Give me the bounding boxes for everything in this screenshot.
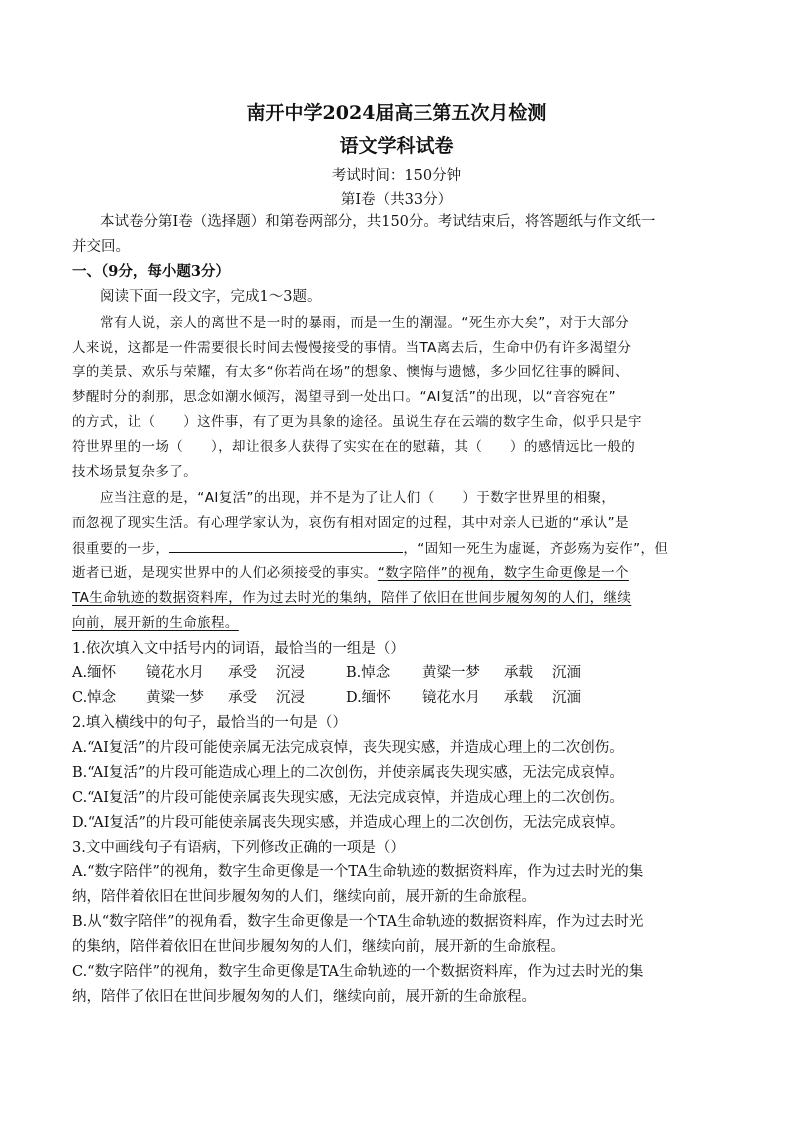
q1-option-b-word2: 黄粱一梦 (422, 665, 480, 681)
passage-p1-line-3: 享的美景、欢乐与荣耀，有太多“你若尚在场”的想象、懊悔与遗憾，多少回忆往事的瞬间、 (72, 364, 629, 380)
question-3-option-b-line-1: B.从“数字陪伴”的视角看，数字生命更像是一个TA生命轨迹的数据资料库，作为过去时光 (72, 914, 644, 930)
underlined-sentence-start: “数字陪伴”的视角，数字生命更像是一个 (377, 565, 629, 581)
passage-p1-line-5: 的方式，让（ ）这件事，有了更为具象的途径。虽说生存在云端的数字生命，似乎只是宇 (72, 414, 642, 430)
intro-line-2: 并交回。 (72, 239, 130, 255)
question-2-option-d: D.“AI复活”的片段可能使亲属丧失现实感，并造成心理上的二次创伤，无法完成哀悼。 (72, 815, 625, 831)
passage-p1-line-1: 常有人说，亲人的离世不是一时的暴雨，而是一生的潮湿。“死生亦大矣”，对于大部分 (100, 315, 630, 331)
passage-p2-line-1: 应当注意的是，“AI复活”的出现，并不是为了让人们（ ）于数字世界里的相聚， (100, 490, 616, 506)
passage-p1-line-6: 符世界里的一场（ ），却让很多人获得了实实在在的慰藉，其（ ）的感情远比一般的 (72, 439, 636, 455)
passage-p2-line-3-end: ，“固知一死生为虚诞，齐彭殇为妄作”，但 (403, 541, 669, 557)
exam-subtitle: 语文学科试卷 (339, 135, 454, 157)
q1-option-d-word4: 沉湎 (552, 690, 581, 706)
q1-option-c-word3: 承受 (228, 690, 257, 706)
q1-option-a-word2: 镜花水月 (146, 665, 204, 681)
question-1-stem: 1.依次填入文中括号内的词语，最恰当的一组是（） (72, 641, 405, 657)
section-1-heading: 一、（9分，每小题3分） (72, 263, 230, 280)
q1-option-a-word4: 沉浸 (276, 665, 305, 681)
passage-p2-line-3-start: 很重要的一步， (72, 541, 170, 557)
q1-option-c-word1: C.悼念 (72, 690, 117, 706)
passage-p2-line-2: 而忽视了现实生活。有心理学家认为，哀伤有相对固定的过程，其中对亲人已逝的“承认”是 (72, 515, 629, 531)
q1-option-b-word3: 承载 (504, 665, 533, 681)
underlined-sentence-end: 向前，展开新的生命旅程。 (72, 615, 239, 631)
passage-p1-line-7: 技术场景复杂多了。 (72, 464, 198, 480)
q1-option-a-word3: 承受 (228, 665, 257, 681)
question-3-option-c-line-1: C.“数字陪伴”的视角，数字生命更像是TA生命轨迹的一个数据资料库，作为过去时光的集 (72, 964, 644, 980)
passage-p2-line-3 (72, 538, 722, 559)
underlined-sentence-middle: TA生命轨迹的数据资料库，作为过去时光的集纳，陪伴了依旧在世间步履匆匆的人们，继续 (72, 590, 632, 606)
question-1-options-row-2 (72, 688, 722, 708)
fill-in-blank (169, 538, 403, 553)
q1-option-b-word4: 沉湎 (552, 665, 581, 681)
question-3-option-a-line-1: A.“数字陪伴”的视角，数字生命更像是一个TA生命轨迹的数据资料库，作为过去时光的集 (72, 864, 644, 880)
question-1-options-row-1 (72, 663, 722, 683)
question-2-stem: 2.填入横线中的句子，最恰当的一句是（） (72, 715, 347, 731)
question-2-option-b: B.“AI复活”的片段可能造成心理上的二次创伤，并使亲属丧失现实感，无法完成哀悼。 (72, 765, 624, 781)
volume-label: 第I卷（共33分） (340, 192, 453, 208)
intro-line-1: 本试卷分第I卷（选择题）和第卷两部分，共150分。考试结束后，将答题纸与作文纸一 (100, 214, 656, 230)
q1-option-b-word1: B.悼念 (346, 665, 391, 681)
q1-option-c-word4: 沉浸 (276, 690, 305, 706)
exam-title: 南开中学2024届高三第五次月检测 (246, 102, 547, 124)
q1-option-c-word2: 黄粱一梦 (146, 690, 204, 706)
passage-p1-line-4: 梦醒时分的刹那，思念如潮水倾泻，渴望寻到一处出口。“AI复活”的出现，以“音容宛在” (72, 389, 616, 405)
q1-option-d-word2: 镜花水月 (422, 690, 480, 706)
passage-p2-line-4-start: 逝者已逝，是现实世界中的人们必须接受的事实。 (72, 565, 378, 581)
q1-option-d-word1: D.缅怀 (346, 690, 391, 706)
question-3-option-b-line-2: 的集纳，陪伴着依旧在世间步履匆匆的人们，继续向前，展开新的生命旅程。 (72, 939, 565, 955)
section-1-instruction: 阅读下面一段文字，完成1～3题。 (100, 289, 322, 305)
passage-p2-line-4 (72, 563, 722, 583)
question-2-option-c: C.“AI复活”的片段可能使亲属丧失现实感，无法完成哀悼，并造成心理上的二次创伤。 (72, 790, 624, 806)
question-3-option-c-line-2: 纳，陪伴了依旧在世间步履匆匆的人们，继续向前，展开新的生命旅程。 (72, 989, 536, 1005)
q1-option-a-word1: A.缅怀 (72, 665, 117, 681)
exam-time: 考试时间：150分钟 (331, 168, 462, 184)
question-3-stem: 3.文中画线句子有语病，下列修改正确的一项是（） (72, 840, 405, 856)
question-3-option-a-line-2: 纳，陪伴着依旧在世间步履匆匆的人们，继续向前，展开新的生命旅程。 (72, 889, 536, 905)
question-2-option-a: A.“AI复活”的片段可能使亲属无法完成哀悼，丧失现实感，并造成心理上的二次创伤。 (72, 740, 624, 756)
q1-option-d-word3: 承载 (504, 690, 533, 706)
passage-p1-line-2: 人来说，这都是一件需要很长时间去慢慢接受的事情。当TA离去后，生命中仍有许多渴望分 (72, 340, 632, 356)
